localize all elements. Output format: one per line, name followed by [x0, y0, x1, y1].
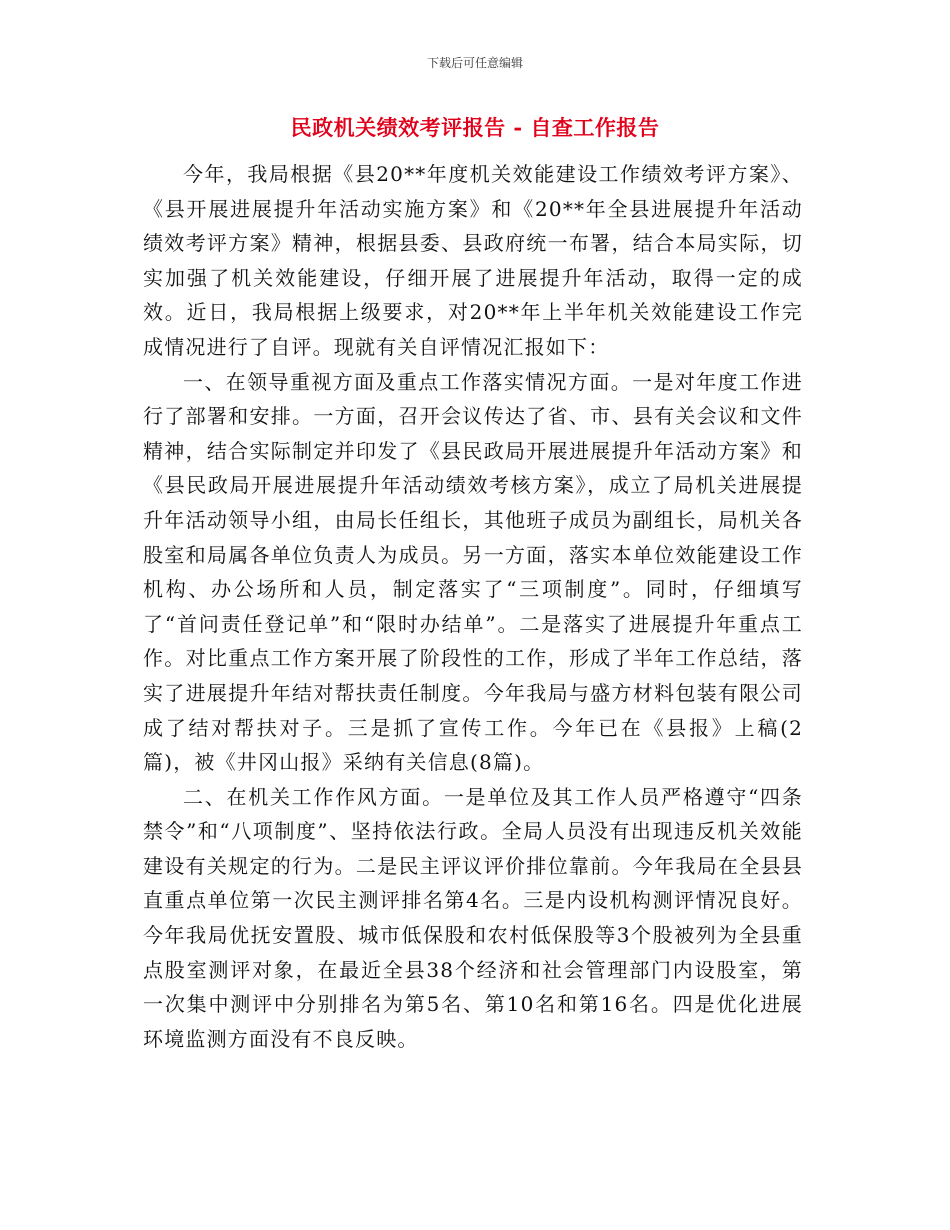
paragraph-intro: 今年，我局根据《县20**年度机关效能建设工作绩效考评方案》、《县开展进展提升年活动实施方案》和《20**年全县进展提升年活动绩效考评方案》精神，根据县委、县政府统一布署，结合本局实际，切实加强了机关效能建设，仔细开展了进展提升年活动，取得一定的成效。近日，我局根据上级要求，对20**年上半年机关效能建设工作完成情况进行了自评。现就有关自评情况汇报如下：	[143, 162, 803, 359]
page-header-note: 下载后可任意编辑	[426, 56, 523, 70]
document-body	[143, 157, 803, 1056]
document-title: 民政机关绩效考评报告 - 自查工作报告	[290, 115, 660, 140]
paragraph-section-one: 一、在领导重视方面及重点工作落实情况方面。一是对年度工作进行了部署和安排。一方面，召开会议传达了省、市、县有关会议和文件精神，结合实际制定并印发了《县民政局开展进展提升年活动方案》和《县民政局开展进展提升年活动绩效考核方案》，成立了局机关进展提升年活动领导小组，由局长任组长，其他班子成员为副组长，局机关各股室和局属各单位负责人为成员。另一方面，落实本单位效能建设工作机构、办公场所和人员，制定落实了“三项制度”。同时，仔细填写了“首问责任登记单”和“限时办结单”。二是落实了进展提升年重点工作。对比重点工作方案开展了阶段性的工作，形成了半年工作总结，落实了进展提升年结对帮扶责任制度。今年我局与盛方材料包装有限公司成了结对帮扶对子。三是抓了宣传工作。今年已在《县报》上稿(2篇)，被《井冈山报》采纳有关信息(8篇)。	[143, 369, 803, 775]
paragraph-section-two: 二、在机关工作作风方面。一是单位及其工作人员严格遵守“四条禁令”和“八项制度”、坚持依法行政。全局人员没有出现违反机关效能建设有关规定的行为。二是民主评议评价排位靠前。今年我局在全县县直重点单位第一次民主测评排名第4名。三是内设机构测评情况良好。今年我局优抚安置股、城市低保股和农村低保股等3个股被列为全县重点股室测评对象，在最近全县38个经济和社会管理部门内设股室，第一次集中测评中分别排名为第5名、第10名和第16名。四是优化进展环境监测方面没有不良反映。	[143, 784, 803, 1051]
